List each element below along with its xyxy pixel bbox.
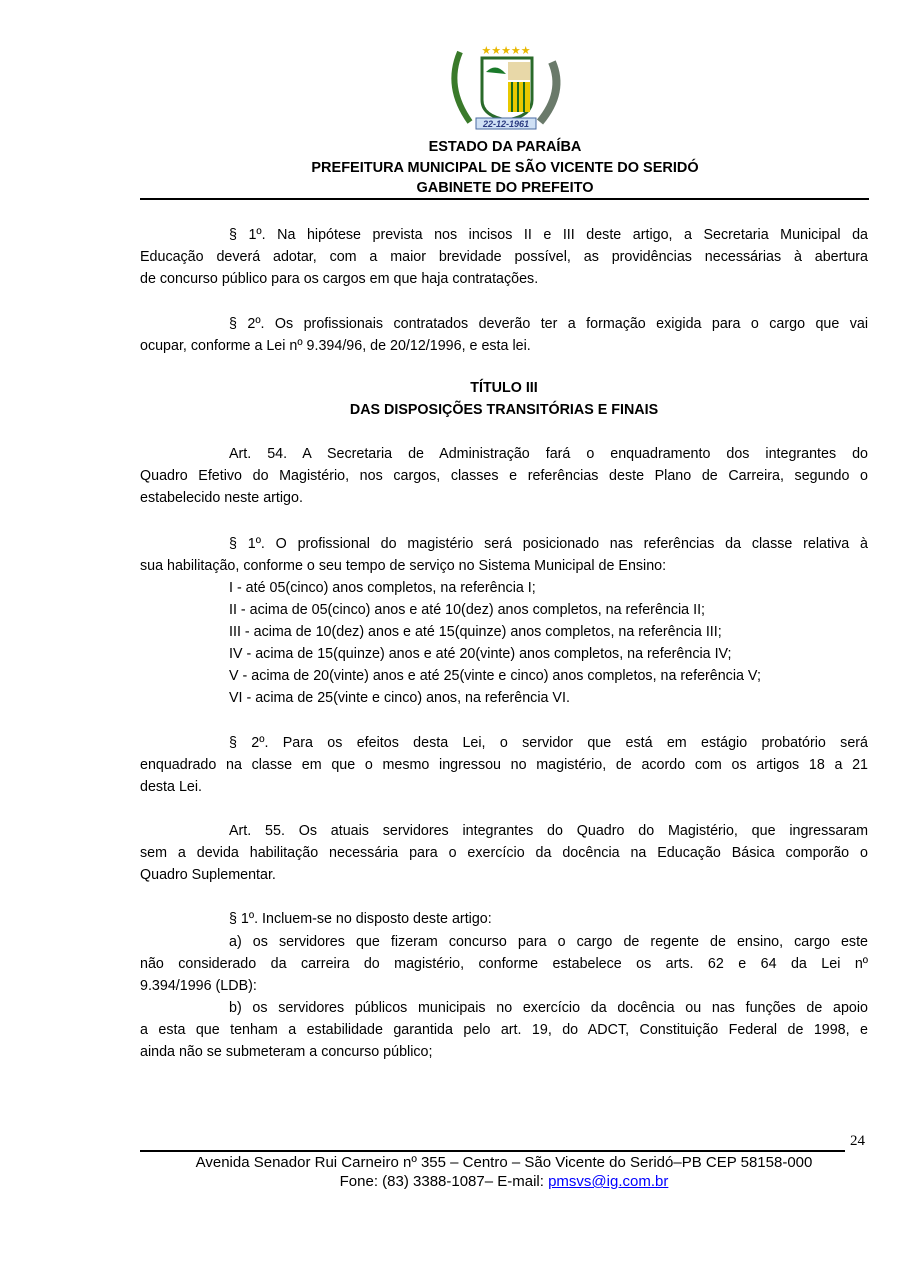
title-heading: TÍTULO III [470, 380, 538, 396]
reference-list-item: II - acima de 05(cinco) anos e até 10(dez) anos completos, na referência II; [229, 602, 706, 618]
reference-list-item: I - até 05(cinco) anos completos, na referência I; [229, 580, 536, 596]
paragraph-1-line: Educação deverá adotar, com a maior brevidade possível, as providências necessárias à abertura [140, 249, 868, 265]
svg-text:22-12-1961: 22-12-1961 [482, 119, 530, 129]
municipal-coat-of-arms-logo [440, 42, 572, 134]
reference-list-item: V - acima de 20(vinte) anos e até 25(vinte e cinco) anos completos, na referência V; [229, 668, 761, 684]
reference-list-item: III - acima de 10(dez) anos e até 15(quinze) anos completos, na referência III; [229, 624, 722, 640]
paragraph-2-line: § 2º. Os profissionais contratados deverão ter a formação exigida para o cargo que vai [229, 316, 868, 332]
header-office: GABINETE DO PREFEITO [416, 180, 594, 196]
article-55-item-b-line: b) os servidores públicos municipais no exercício da docência ou nas funções de apoio [229, 1000, 868, 1016]
article-54-line: estabelecido neste artigo. [140, 490, 303, 506]
article-54-line: Art. 54. A Secretaria de Administração fará o enquadramento dos integrantes do [229, 446, 868, 462]
article-55-line: Art. 55. Os atuais servidores integrantes do Quadro do Magistério, que ingressaram [229, 823, 868, 839]
reference-list-item: IV - acima de 15(quinze) anos e até 20(vinte) anos completos, na referência IV; [229, 646, 732, 662]
article-55-item-a-line: a) os servidores que fizeram concurso para o cargo de regente de ensino, cargo este [229, 934, 868, 950]
article-55-paragraph-1-line: § 1º. Incluem-se no disposto deste artigo: [229, 911, 492, 927]
header-state: ESTADO DA PARAÍBA [428, 139, 582, 155]
footer-contact [140, 1173, 868, 1190]
header-rule [140, 198, 869, 200]
footer-rule [140, 1150, 845, 1152]
footer-address: Avenida Senador Rui Carneiro nº 355 – Centro – São Vicente do Seridó–PB CEP 58158-000 [195, 1154, 813, 1171]
article-54-paragraph-1-line: sua habilitação, conforme o seu tempo de serviço no Sistema Municipal de Ensino: [140, 558, 667, 574]
header-prefecture: PREFEITURA MUNICIPAL DE SÃO VICENTE DO SERIDÓ [311, 160, 699, 176]
svg-text:★★★★★: ★★★★★ [481, 45, 531, 57]
footer-email-link[interactable]: pmsvs@ig.com.br [548, 1173, 669, 1190]
article-55-line: Quadro Suplementar. [140, 867, 276, 883]
title-subheading: DAS DISPOSIÇÕES TRANSITÓRIAS E FINAIS [349, 402, 659, 418]
page-number: 24 [850, 1133, 865, 1149]
article-54-paragraph-2-line: desta Lei. [140, 779, 202, 795]
paragraph-1-line: § 1º. Na hipótese prevista nos incisos II e III deste artigo, a Secretaria Municipal da [229, 227, 868, 243]
paragraph-1-line: de concurso público para os cargos em que haja contratações. [140, 271, 539, 287]
reference-list-item: VI - acima de 25(vinte e cinco) anos, na referência VI. [229, 690, 570, 706]
article-55-item-b-line: a esta que tenham a estabilidade garantida pelo art. 19, do ADCT, Constituição Federal de 1998, e [140, 1022, 868, 1038]
article-55-item-a-line: não considerado da carreira do magistério, conforme estabelece os arts. 62 e 64 da Lei nº [140, 956, 868, 972]
article-54-paragraph-2-line: § 2º. Para os efeitos desta Lei, o servidor que está em estágio probatório será [229, 735, 868, 751]
article-54-line: Quadro Efetivo do Magistério, nos cargos, classes e referências deste Plano de Carreira, segundo o [140, 468, 868, 484]
article-54-paragraph-1-line: § 1º. O profissional do magistério será posicionado nas referências da classe relativa à [229, 536, 868, 552]
paragraph-2-line: ocupar, conforme a Lei nº 9.394/96, de 20/12/1996, e esta lei. [140, 338, 531, 354]
article-55-line: sem a devida habilitação necessária para o exercício da docência na Educação Básica comporão o [140, 845, 868, 861]
article-55-item-a-line: 9.394/1996 (LDB): [140, 978, 257, 994]
footer-phone: Fone: (83) 3388-1087– E-mail: [339, 1173, 549, 1190]
article-54-paragraph-2-line: enquadrado na classe em que o mesmo ingressou no magistério, de acordo com os artigos 18 a 21 [140, 757, 868, 773]
article-55-item-b-line: ainda não se submeteram a concurso público; [140, 1044, 433, 1060]
